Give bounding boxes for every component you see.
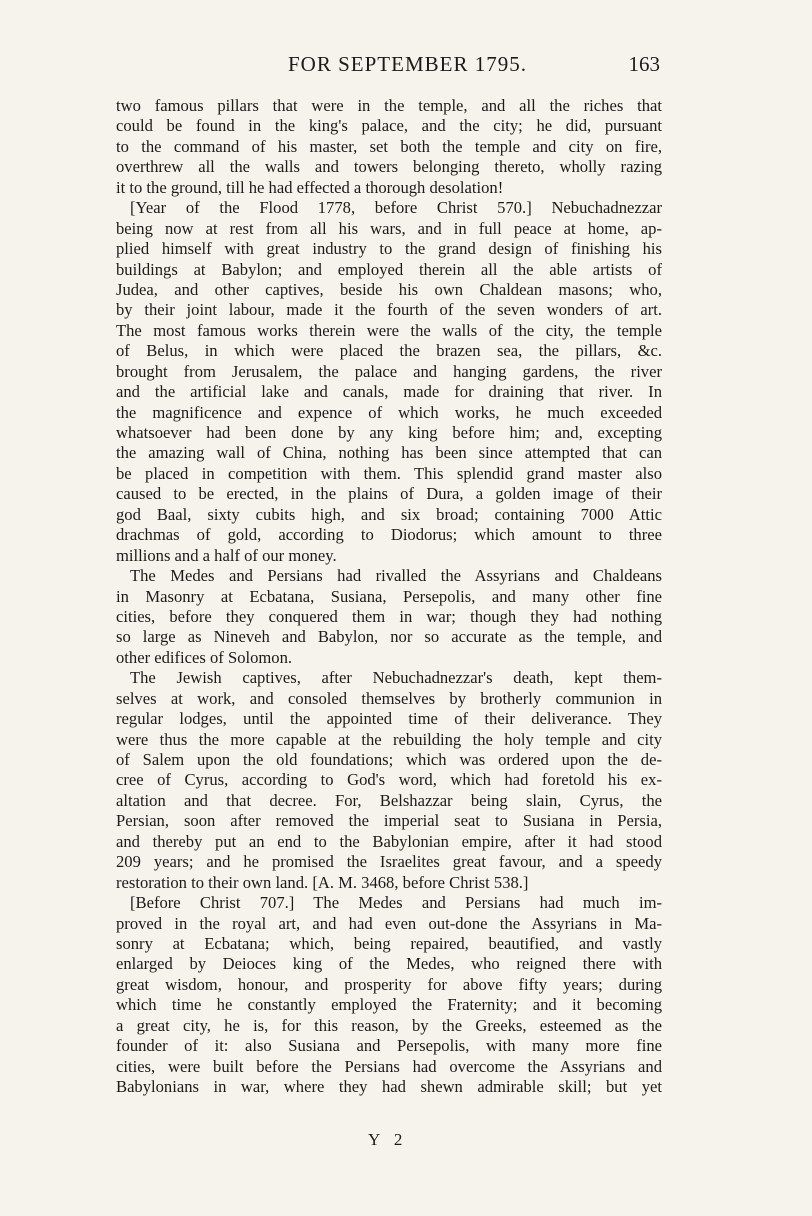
text-line: The most famous works therein were the walls of the city, the temple (116, 320, 662, 340)
text-line: by their joint labour, made it the fourth of the seven wonders of art. (116, 300, 662, 320)
text-line: plied himself with great industry to the grand design of finishing his (116, 239, 662, 259)
text-line: could be found in the king's palace, and the city; he did, pursuant (116, 116, 662, 136)
text-line: it to the ground, till he had effected a thorough desolation! (116, 177, 504, 197)
text-line: [Before Christ 707.] The Medes and Persians had much im- (130, 893, 662, 913)
text-line: The Jewish captives, after Nebuchadnezzar's death, kept them- (130, 668, 662, 688)
text-line: drachmas of gold, according to Diodorus; which amount to three (116, 525, 662, 545)
page-header (120, 52, 660, 88)
text-line: whatsoever had been done by any king before him; and, excepting (116, 423, 662, 442)
text-line: of Belus, in which were placed the brazen sea, the pillars, &c. (116, 341, 662, 361)
signature-mark: Y 2 (368, 1130, 408, 1149)
text-line: [Year of the Flood 1778, before Christ 570.] Nebuchadnezzar (130, 198, 662, 218)
text-line: were thus the more capable at the rebuilding the holy temple and city (116, 729, 662, 749)
text-line: 209 years; and he promised the Israelites great favour, and a speedy (116, 852, 662, 872)
text-line: god Baal, sixty cubits high, and six broad; containing 7000 Attic (116, 504, 662, 524)
body-text (116, 96, 662, 1097)
text-line: enlarged by Deioces king of the Medes, who reigned there with (116, 954, 662, 974)
text-line: overthrew all the walls and towers belonging thereto, wholly razing (116, 157, 662, 177)
text-line: restoration to their own land. [A. M. 3468, before Christ 538.] (116, 872, 529, 892)
text-line: regular lodges, until the appointed time of their deliverance. They (116, 709, 662, 729)
running-title: FOR SEPTEMBER 1795. (288, 52, 527, 76)
text-line: Persian, soon after removed the imperial seat to Susiana in Persia, (116, 811, 662, 831)
text-line: in Masonry at Ecbatana, Susiana, Persepolis, and many other fine (116, 586, 662, 606)
text-line: be placed in competition with them. This splendid grand master also (116, 463, 662, 483)
text-line: and the artificial lake and canals, made for draining that river. In (116, 382, 662, 402)
page-number: 163 (628, 52, 660, 76)
text-line: and thereby put an end to the Babylonian empire, after it had stood (116, 831, 662, 851)
text-line: Babylonians in war, where they had shewn admirable skill; but yet (116, 1077, 662, 1096)
text-line: sonry at Ecbatana; which, being repaired, beautified, and vastly (116, 933, 662, 953)
text-line: cities, before they conquered them in war; though they had nothing (116, 606, 662, 626)
text-line: the magnificence and expence of which works, he much exceeded (116, 402, 662, 422)
text-line: to the command of his master, set both the temple and city on fire, (116, 136, 662, 156)
text-line: caused to be erected, in the plains of Dura, a golden image of their (116, 484, 662, 504)
text-line: The Medes and Persians had rivalled the Assyrians and Chaldeans (130, 566, 662, 586)
text-line: great wisdom, honour, and prosperity for above fifty years; during (116, 974, 662, 994)
text-line: altation and that decree. For, Belshazzar being slain, Cyrus, the (116, 790, 662, 810)
text-line: Judea, and other captives, beside his own Chaldean masons; who, (116, 279, 662, 299)
text-line: selves at work, and consoled themselves by brotherly communion in (116, 688, 662, 708)
text-line: cree of Cyrus, according to God's word, which had foretold his ex- (116, 770, 662, 790)
text-line: proved in the royal art, and had even out-done the Assyrians in Ma- (116, 913, 662, 933)
text-line: the amazing wall of China, nothing has been since attempted that can (116, 443, 662, 463)
text-line: buildings at Babylon; and employed therein all the able artists of (116, 259, 662, 279)
text-line: a great city, he is, for this reason, by the Greeks, esteemed as the (116, 1015, 662, 1035)
text-line: other edifices of Solomon. (116, 647, 293, 667)
text-line: founder of it: also Susiana and Persepolis, with many more fine (116, 1036, 662, 1056)
text-line: brought from Jerusalem, the palace and hanging gardens, the river (116, 361, 662, 381)
text-line: two famous pillars that were in the temple, and all the riches that (116, 96, 662, 115)
text-line: which time he constantly employed the Fraternity; and it becoming (116, 995, 662, 1015)
text-line: being now at rest from all his wars, and in full peace at home, ap- (116, 218, 662, 238)
text-line: millions and a half of our money. (116, 545, 337, 565)
text-line: so large as Nineveh and Babylon, nor so accurate as the temple, and (116, 627, 662, 647)
text-line: cities, were built before the Persians had overcome the Assyrians and (116, 1056, 662, 1076)
text-line: of Salem upon the old foundations; which was ordered upon the de- (116, 750, 662, 769)
